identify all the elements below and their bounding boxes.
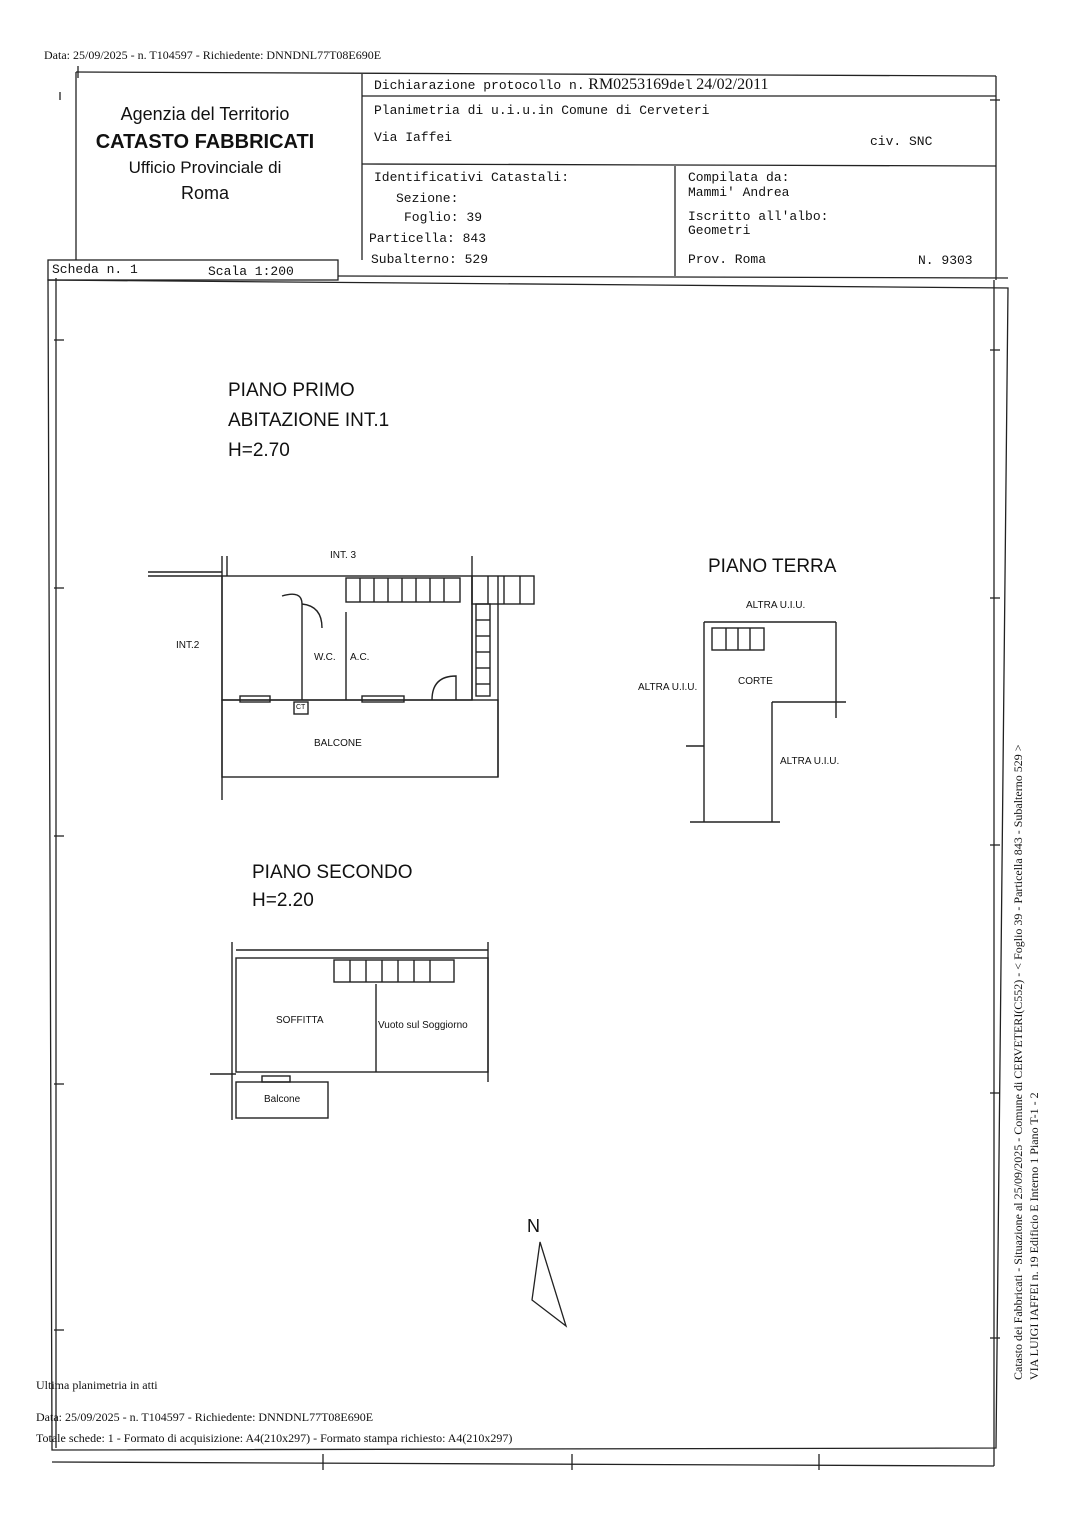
scheda-number: Scheda n. 1 <box>52 262 138 277</box>
registration-number: N. 9303 <box>918 253 973 268</box>
label-altra-top: ALTRA U.I.U. <box>746 600 806 611</box>
ufficio-city: Roma <box>180 183 229 203</box>
label-wc: W.C. <box>314 652 336 663</box>
piano-secondo-floorplan <box>210 942 488 1120</box>
scale: Scala 1:200 <box>208 264 294 279</box>
ident-foglio: Foglio: 39 <box>404 210 483 225</box>
label-soffitta: SOFFITTA <box>276 1015 324 1026</box>
piano-terra-title: PIANO TERRA <box>708 556 837 577</box>
declaration-del: del <box>669 78 693 93</box>
side-line-1: Catasto dei Fabbricati - Situazione al 25/09/2025 - Comune di CERVETERI(C552) - < Foglio 39 - Particella 843 - Subalterno 529 > <box>1011 744 1025 1380</box>
address: Via Iaffei <box>374 130 453 145</box>
declaration-number: RM0253169 <box>588 76 670 93</box>
north-label: N <box>527 1216 540 1236</box>
footer-totals: Totale schede: 1 - Formato di acquisizione: A4(210x297) - Formato stampa richiesto: A4(210x297) <box>36 1431 513 1445</box>
label-ac: A.C. <box>350 652 370 663</box>
ufficio-label: Ufficio Provinciale di <box>128 158 282 177</box>
declaration-label: Dichiarazione protocollo n. <box>374 78 585 93</box>
ident-particella: Particella: 843 <box>369 231 487 246</box>
planimetria-line: Planimetria di u.i.u.in Comune di Cerveteri <box>374 103 710 118</box>
side-info-text <box>1010 745 1042 1380</box>
piano-primo-height: H=2.70 <box>228 440 290 461</box>
compiled-name: Mammi' Andrea <box>688 185 790 200</box>
piano-secondo-height: H=2.20 <box>252 890 314 911</box>
label-balcone: BALCONE <box>314 738 362 749</box>
north-arrow <box>532 1242 566 1326</box>
piano-primo-title: PIANO PRIMO <box>228 380 355 401</box>
side-line-2: VIA LUIGI IAFFEI n. 19 Edificio E Interno 1 Piano T-1 - 2 <box>1027 1092 1041 1380</box>
catasto-title: CATASTO FABBRICATI <box>95 131 315 153</box>
label-int2: INT.2 <box>176 640 200 651</box>
label-vuoto: Vuoto sul Soggiorno <box>378 1020 468 1031</box>
compiled-title: Compilata da: <box>688 170 790 185</box>
agency-name: Agenzia del Territorio <box>120 104 290 124</box>
piano-primo-floorplan <box>148 556 534 800</box>
piano-secondo-title: PIANO SECONDO <box>252 862 413 883</box>
piano-primo-subtitle: ABITAZIONE INT.1 <box>228 410 390 431</box>
label-altra-right: ALTRA U.I.U. <box>780 756 840 767</box>
label-altra-left: ALTRA U.I.U. <box>638 682 698 693</box>
label-ct: CT <box>296 704 306 711</box>
drawing-frame <box>48 280 1008 1450</box>
header-requester-line: Data: 25/09/2025 - n. T104597 - Richiedente: DNNDNL77T08E690E <box>44 48 382 62</box>
albo-title: Iscritto all'albo: <box>688 209 829 224</box>
label-int3: INT. 3 <box>330 550 357 561</box>
footer-last-plan: Ultima planimetria in atti <box>36 1378 158 1392</box>
prov: Prov. Roma <box>688 252 767 267</box>
civic-number: civ. SNC <box>870 134 933 149</box>
ident-subalterno: Subalterno: 529 <box>371 252 489 267</box>
albo-value: Geometri <box>688 223 751 238</box>
ident-sezione: Sezione: <box>396 191 459 206</box>
declaration-date: 24/02/2011 <box>696 76 769 93</box>
declaration-line <box>374 76 769 94</box>
label-corte: CORTE <box>738 676 773 687</box>
piano-terra-floorplan <box>686 622 846 822</box>
footer-data-line: Data: 25/09/2025 - n. T104597 - Richiedente: DNNDNL77T08E690E <box>36 1410 374 1424</box>
ident-title: Identificativi Catastali: <box>374 170 570 185</box>
label-balcone-secondo: Balcone <box>264 1094 301 1105</box>
